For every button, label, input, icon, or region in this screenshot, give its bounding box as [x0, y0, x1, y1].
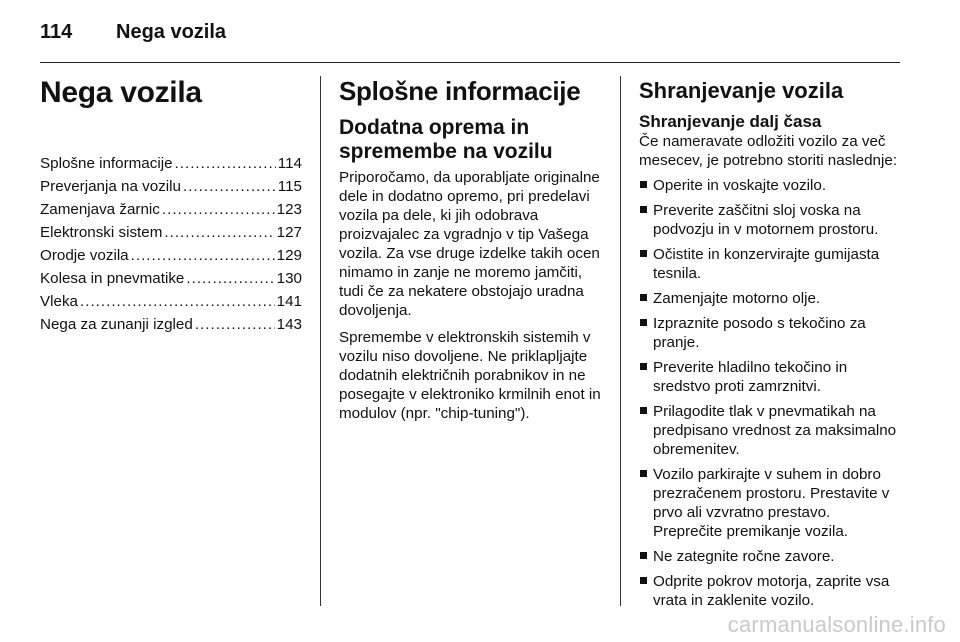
watermark: carmanualsonline.info — [727, 612, 946, 637]
bullet-square-icon — [640, 407, 647, 414]
bullet-square-icon — [640, 470, 647, 477]
toc-leader — [183, 177, 276, 196]
bullet-square-icon — [640, 250, 647, 257]
bullet-square-icon — [640, 319, 647, 326]
general-info-column — [339, 72, 603, 431]
subsection-title-long-storage: Shranjevanje dalj časa — [639, 112, 822, 131]
toc-leader — [162, 200, 275, 219]
chapter-title: Nega vozila — [40, 76, 202, 109]
list-item: Preverite zaščitni sloj voska na podvozju in v motornem prostoru. — [639, 201, 903, 239]
section-title-storage: Shranjevanje vozila — [639, 78, 844, 103]
toc-entry[interactable]: Vleka ..... 141 — [40, 292, 302, 315]
toc-entry[interactable]: Preverjanja na vozilu ..... 115 — [40, 177, 302, 200]
intro-paragraph: Če nameravate odložiti vozilo za več mesecev, je potrebno storiti naslednje: — [639, 133, 898, 169]
toc-leader — [175, 154, 276, 173]
toc-column — [40, 72, 302, 338]
toc-entry[interactable]: Elektronski sistem ..... 127 — [40, 223, 302, 246]
list-item: Operite in voskajte vozilo. — [639, 176, 903, 195]
bullet-square-icon — [640, 294, 647, 301]
running-title: Nega vozila — [116, 20, 227, 43]
toc-entry[interactable]: Zamenjava žarnic ..... 123 — [40, 200, 302, 223]
page-number: 114 — [40, 20, 73, 43]
column-divider-2 — [620, 76, 621, 606]
list-item: Izpraznite posodo s tekočino za pranje. — [639, 314, 903, 352]
toc-entry[interactable]: Kolesa in pnevmatike ..... 130 — [40, 269, 302, 292]
toc-entry[interactable]: Splošne informacije ..... 114 — [40, 154, 302, 177]
toc-leader — [80, 292, 275, 311]
toc-list — [40, 154, 302, 338]
page-header — [40, 14, 226, 50]
list-item: Ne zategnite ročne zavore. — [639, 547, 903, 566]
bullet-square-icon — [640, 577, 647, 584]
bullet-square-icon — [640, 206, 647, 213]
paragraph: Priporočamo, da uporabljate originalne dele in dodatno opremo, pri predelavi vozila pa dele, ki jih odobrava proizvajalec za vgradnjo v tip Vašega vozila. Za vse druge izdelke takih ocen nimamo in zanje ne moremo jamčiti, tudi če za nekatere obstojajo uradna dovoljenja. — [339, 169, 600, 319]
subsection-title-accessories: Dodatna oprema in spremembe na vozilu — [339, 116, 553, 163]
column-divider-1 — [320, 76, 321, 606]
paragraph: Spremembe v elektronskih sistemih v vozilu niso dovoljene. Ne priklapljajte dodatnih električnih porabnikov in ne posegajte v elektroniko krmilnih enot in modulov (npr. "chip-tuning"). — [339, 329, 601, 422]
bullet-square-icon — [640, 552, 647, 559]
list-item: Prilagodite tlak v pnevmatikah na predpisano vrednost za maksimalno obremenitev. — [639, 402, 903, 459]
toc-leader — [195, 315, 275, 334]
section-title-general: Splošne informacije — [339, 76, 581, 106]
list-item: Vozilo parkirajte v suhem in dobro prezračenem prostoru. Prestavite v prvo ali vzvratno prestavo. Preprečite premikanje vozila. — [639, 465, 903, 541]
toc-entry[interactable]: Nega za zunanji izgled ..... 143 — [40, 315, 302, 338]
storage-column — [639, 72, 903, 616]
list-item: Odprite pokrov motorja, zaprite vsa vrata in zaklenite vozilo. — [639, 572, 903, 610]
toc-entry[interactable]: Orodje vozila ..... 129 — [40, 246, 302, 269]
toc-leader — [186, 269, 274, 288]
list-item: Zamenjajte motorno olje. — [639, 289, 903, 308]
bullet-square-icon — [640, 181, 647, 188]
toc-leader — [164, 223, 274, 242]
list-item: Preverite hladilno tekočino in sredstvo proti zamrznitvi. — [639, 358, 903, 396]
list-item: Očistite in konzervirajte gumijasta tesnila. — [639, 245, 903, 283]
bullet-square-icon — [640, 363, 647, 370]
toc-leader — [131, 246, 275, 265]
storage-checklist — [639, 176, 903, 610]
header-rule — [40, 62, 900, 63]
